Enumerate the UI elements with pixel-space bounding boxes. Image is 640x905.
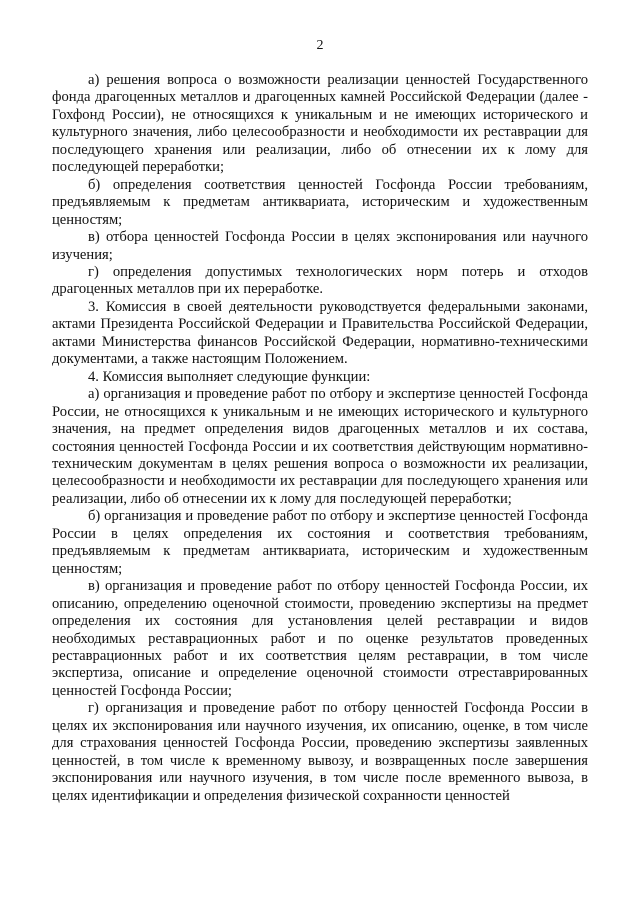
paragraph-1d-purpose: г) определения допустимых технологических норм потерь и отходов драгоценных металлов при их переработке.	[52, 263, 588, 298]
paragraph-4a-function: а) организация и проведение работ по отбору и экспертизе ценностей Госфонда России, не относящихся к уникальным и не имеющих исторического и культурного значения, на предмет определения видов драгоценных металлов и их состава, состояния ценностей Госфонда России и их соответствия действующим нормативно-техническим документам в целях решения вопроса о возможности их реализации, целесообразности и необходимости их реставрации для последующего хранения или реализации, либо об отнесении их к лому для последующей переработки;	[52, 386, 588, 507]
paragraph-4d-function: г) организация и проведение работ по отбору ценностей Госфонда России в целях их экспонирования или научного изучения, их описанию, оценке, в том числе для страхования ценностей Госфонда России, проведению экспертизы заявленных ценностей, в том числе к временному вывозу, и возвращенных после завершения экспонирования или научного изучения, в том числе после временного вывоза, в целях идентификации и определения физической сохранности ценностей	[52, 700, 588, 804]
paragraph-1a-purpose: а) решения вопроса о возможности реализации ценностей Государственного фонда драгоценных металлов и драгоценных камней Российской Федерации (далее - Гохфонд России), не относящихся к уникальным и не имеющих исторического и культурного значения, либо целесообразности и необходимости их реставрации для последующего хранения или реализации, либо об отнесении их к лому для последующей переработки;	[52, 72, 588, 176]
paragraph-4b-function: б) организация и проведение работ по отбору и экспертизе ценностей Госфонда России в целях определения их состояния и соответствия требованиям, предъявляемым к предметам антиквариата, историческим и художественным ценностям;	[52, 508, 588, 577]
document-body	[52, 72, 588, 805]
paragraph-3-legal-basis: 3. Комиссия в своей деятельности руководствуется федеральными законами, актами Президента Российской Федерации и Правительства Российской Федерации, актами Министерства финансов Российской Федерации, нормативно-техническими документами, а также настоящим Положением.	[52, 298, 588, 368]
paragraph-1c-purpose: в) отбора ценностей Госфонда России в целях экспонирования или научного изучения;	[52, 229, 588, 263]
paragraph-1b-purpose: б) определения соответствия ценностей Госфонда России требованиям, предъявляемым к предметам антиквариата, историческим и художественным ценностям;	[52, 176, 588, 228]
page-number: 2	[316, 38, 324, 53]
paragraph-4-functions-heading: 4. Комиссия выполняет следующие функции:	[88, 368, 371, 385]
paragraph-4c-function: в) организация и проведение работ по отбору ценностей Госфонда России, их описанию, определению оценочной стоимости, проведению экспертизы на предмет определения их состояния для установления целей реставрации и видов необходимых реставрационных работ и по оценке результатов проведенных реставрационных работ и их соответствия целям реставрации, в том числе экспертиза, описание и определение оценочной стоимости отреставрированных ценностей Госфонда России;	[52, 578, 588, 699]
